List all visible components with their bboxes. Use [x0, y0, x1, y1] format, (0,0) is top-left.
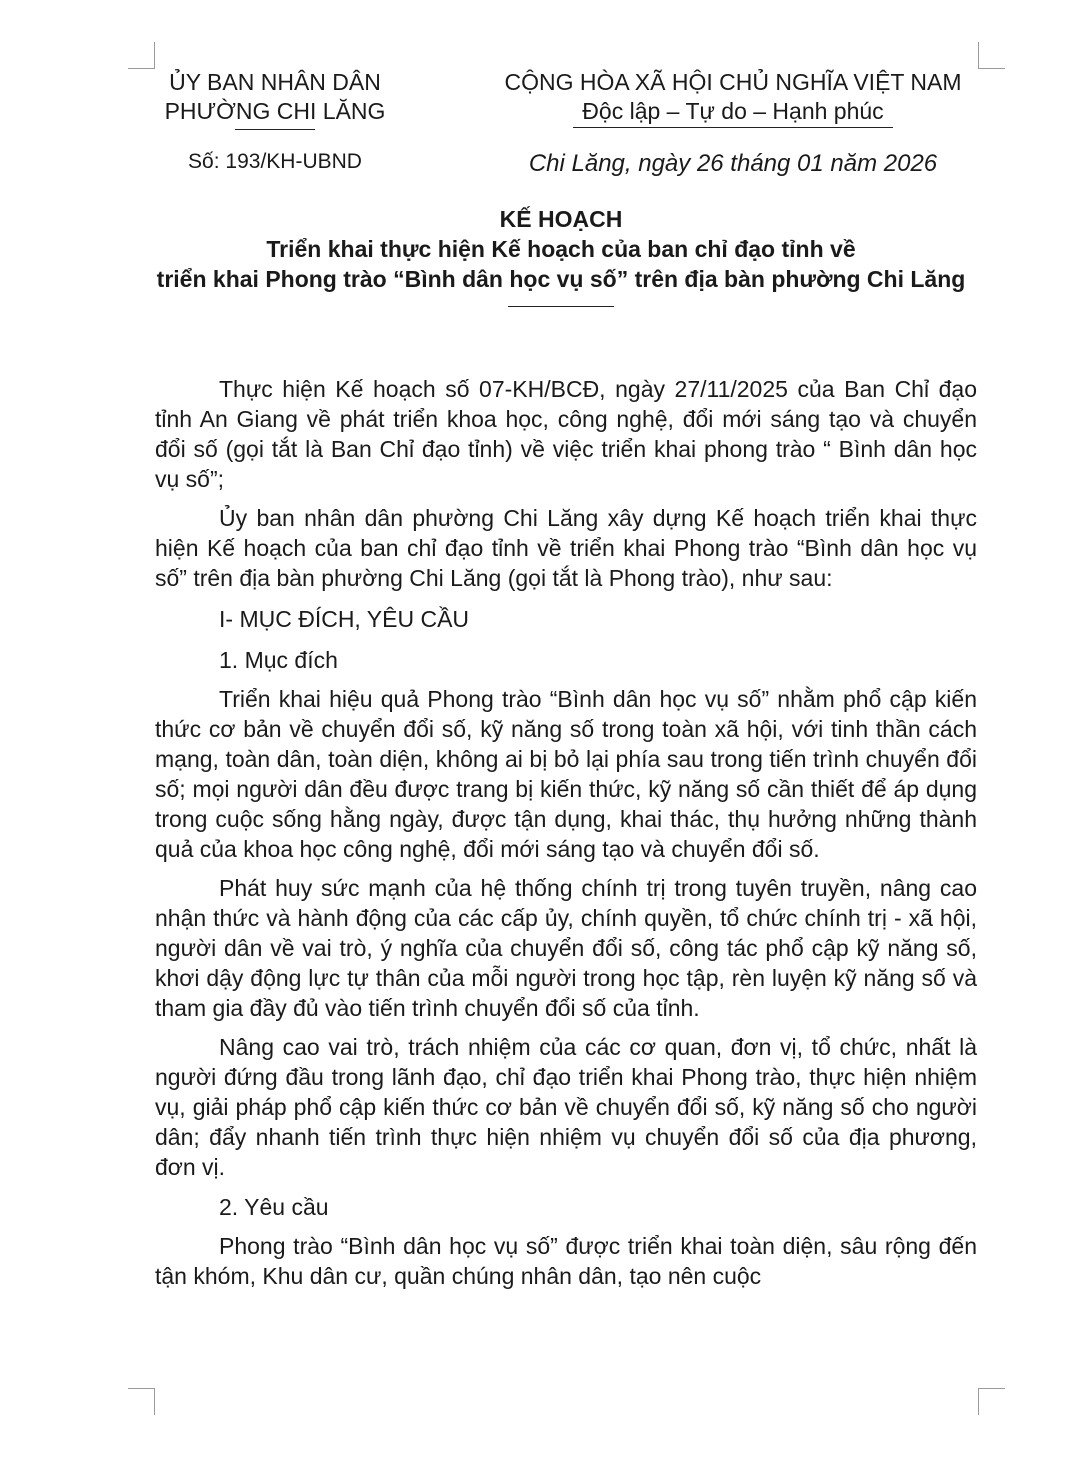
title-underline	[508, 306, 614, 307]
document-type: KẾ HOẠCH	[499, 206, 623, 232]
issuing-agency	[150, 68, 400, 130]
purpose-paragraph-1: Triển khai hiệu quả Phong trào “Bình dân học vụ số” nhằm phổ cập kiến thức cơ bản về chuyển đổi số, kỹ năng số trong toàn xã hội, với tinh thần cách mạng, toàn dân, toàn diện, không ai bị bỏ lại phía sau trong tiến trình chuyển đổi số; mọi người dân đều được trang bị kiến thức, kỹ năng số cần thiết để áp dụng trong cuộc sống hằng ngày, được tận dụng, khai thác, thụ hưởng những thành quả của khoa học công nghệ, đổi mới sáng tạo và chuyển đổi số.	[155, 686, 977, 862]
intro-paragraph-2: Ủy ban nhân dân phường Chi Lăng xây dựng Kế hoạch triển khai thực hiện Kế hoạch của ban chỉ đạo tỉnh về triển khai Phong trào “Bình dân học vụ số” trên địa bàn phường Chi Lăng (gọi tắt là Phong trào), như sau:	[155, 505, 977, 591]
agency-line-2: PHƯỜNG CHI LĂNG	[164, 98, 386, 124]
subject-line-2: triển khai Phong trào “Bình dân học vụ số” trên địa bàn phường Chi Lăng	[156, 266, 966, 292]
subject-line-1: Triển khai thực hiện Kế hoạch của ban chỉ đạo tỉnh về	[266, 236, 856, 262]
agency-line-1: ỦY BAN NHÂN DÂN	[169, 69, 381, 95]
crop-mark-top-right	[978, 42, 1005, 69]
crop-mark-bottom-left	[128, 1388, 155, 1415]
national-motto: Độc lập – Tự do – Hạnh phúc	[582, 98, 884, 124]
place-and-date: Chi Lăng, ngày 26 tháng 01 năm 2026	[528, 150, 938, 177]
document-title	[150, 204, 972, 307]
section-heading-1: I- MỤC ĐÍCH, YÊU CẦU	[219, 606, 470, 632]
crop-mark-top-left	[128, 42, 155, 69]
motto-underline	[573, 127, 893, 128]
nation-name: CỘNG HÒA XÃ HỘI CHỦ NGHĨA VIỆT NAM	[504, 69, 962, 95]
subsection-heading-requirements: 2. Yêu cầu	[219, 1194, 329, 1220]
purpose-paragraph-3: Nâng cao vai trò, trách nhiệm của các cơ quan, đơn vị, tổ chức, nhất là người đứng đầu trong lãnh đạo, chỉ đạo triển khai Phong trào, thực hiện nhiệm vụ, giải pháp phổ cập kiến thức cơ bản về chuyển đổi số, kỹ năng số cho người dân; đẩy nhanh tiến trình thực hiện nhiệm vụ chuyển đổi số của địa phương, đơn vị.	[155, 1034, 977, 1180]
intro-paragraph-1: Thực hiện Kế hoạch số 07-KH/BCĐ, ngày 27/11/2025 của Ban Chỉ đạo tỉnh An Giang về phát triển khoa học, công nghệ, đổi mới sáng tạo và chuyển đổi số (gọi tắt là Ban Chỉ đạo tỉnh) về việc triển khai phong trào “ Bình dân học vụ số”;	[155, 376, 977, 492]
agency-underline	[235, 129, 315, 130]
requirement-paragraph-1: Phong trào “Bình dân học vụ số” được triển khai toàn diện, sâu rộng đến tận khóm, Khu dân cư, quần chúng nhân dân, tạo nên cuộc	[155, 1233, 977, 1289]
crop-mark-bottom-right	[978, 1388, 1005, 1415]
subsection-heading-purpose: 1. Mục đích	[219, 647, 338, 673]
purpose-paragraph-2: Phát huy sức mạnh của hệ thống chính trị trong tuyên truyền, nâng cao nhận thức và hành động của các cấp ủy, chính quyền, tổ chức chính trị - xã hội, người dân về vai trò, ý nghĩa của chuyển đổi số, công tác phổ cập kỹ năng số, khơi dậy động lực tự thân của mỗi người trong học tập, rèn luyện kỹ năng số và tham gia đầy đủ vào tiến trình chuyển đổi số của tỉnh.	[155, 875, 977, 1021]
national-header	[468, 68, 998, 128]
document-number: Số: 193/KH-UBND	[188, 150, 362, 173]
document-body	[155, 374, 977, 1300]
